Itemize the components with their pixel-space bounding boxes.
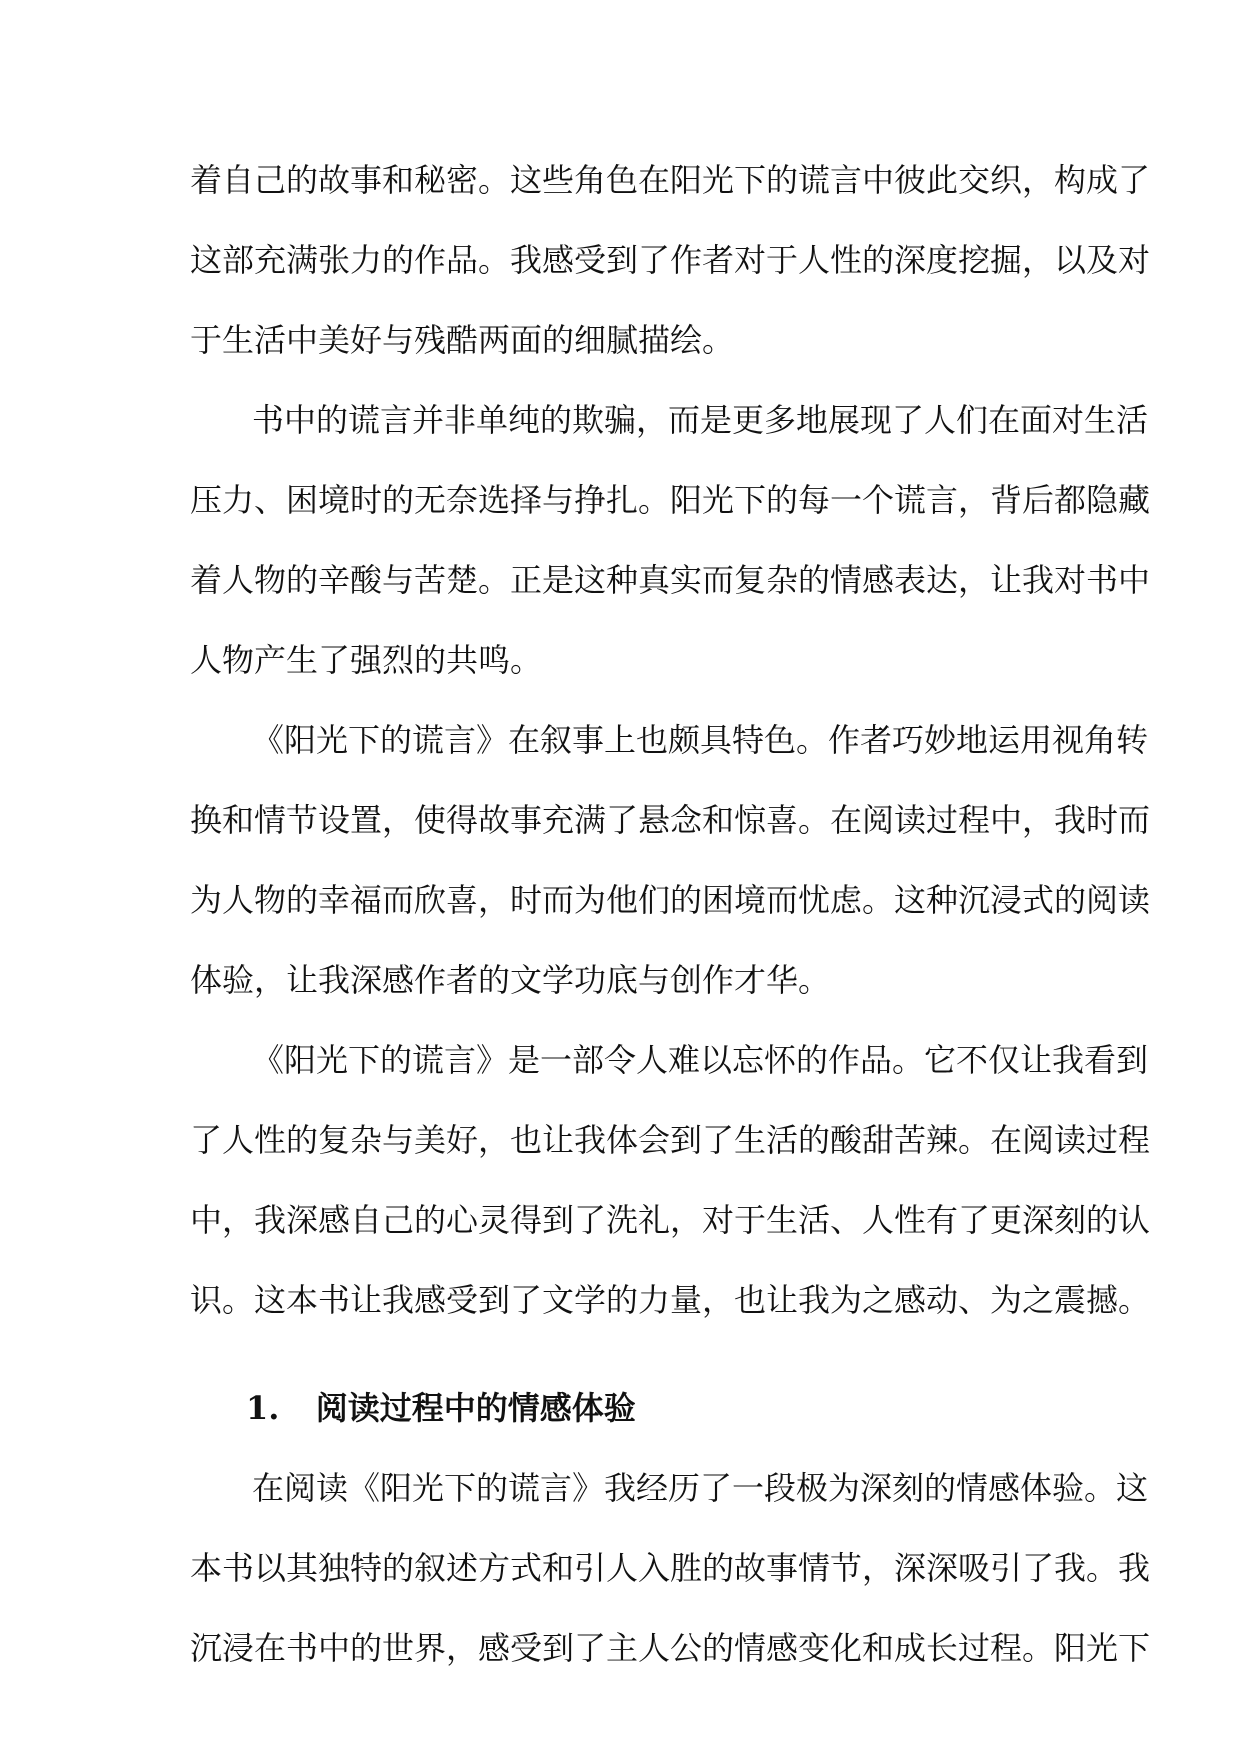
text-line: 了人性的复杂与美好，也让我体会到了生活的酸甜苦辣。在阅读过程 [190,1121,1151,1159]
text-line: 在阅读《阳光下的谎言》我经历了一段极为深刻的情感体验。这 [252,1469,1149,1507]
text-line: 压力、困境时的无奈选择与挣扎。阳光下的每一个谎言，背后都隐藏 [190,481,1151,519]
text-line: 书中的谎言并非单纯的欺骗，而是更多地展现了人们在面对生活 [252,401,1149,439]
section-spacer [190,1340,1054,1368]
text-line: 沉浸在书中的世界，感受到了主人公的情感变化和成长过程。阳光下 [190,1629,1151,1667]
text-line: 本书以其独特的叙述方式和引人入胜的故事情节，深深吸引了我。我 [190,1549,1151,1587]
text-line: 这部充满张力的作品。我感受到了作者对于人性的深度挖掘，以及对 [190,241,1151,279]
text-line: 中，我深感自己的心灵得到了洗礼，对于生活、人性有了更深刻的认 [190,1201,1151,1239]
section-title: 阅读过程中的情感体验 [315,1389,636,1427]
text-line: 《阳光下的谎言》在叙事上也颇具特色。作者巧妙地运用视角转 [252,721,1149,759]
paragraph-2 [190,380,1151,700]
text-line: 人物产生了强烈的共鸣。 [190,641,543,679]
section-number: 1. [246,1389,280,1427]
section-paragraph [190,1448,1151,1688]
document-body [190,140,1151,1688]
paragraph-4 [190,1020,1151,1340]
text-line: 为人物的幸福而欣喜，时而为他们的困境而忧虑。这种沉浸式的阅读 [190,881,1151,919]
section-heading [190,1368,1054,1448]
text-line: 着人物的辛酸与苦楚。正是这种真实而复杂的情感表达，让我对书中 [190,561,1151,599]
text-line: 《阳光下的谎言》是一部令人难以忘怀的作品。它不仅让我看到 [252,1041,1149,1079]
text-line: 于生活中美好与残酷两面的细腻描绘。 [190,321,735,359]
text-line: 识。这本书让我感受到了文学的力量，也让我为之感动、为之震撼。 [190,1281,1151,1319]
text-line: 着自己的故事和秘密。这些角色在阳光下的谎言中彼此交织，构成了 [190,161,1151,199]
paragraph-1 [190,140,1151,380]
paragraph-3 [190,700,1151,1020]
text-line: 体验，让我深感作者的文学功底与创作才华。 [190,961,831,999]
text-line: 换和情节设置，使得故事充满了悬念和惊喜。在阅读过程中，我时而 [190,801,1151,839]
